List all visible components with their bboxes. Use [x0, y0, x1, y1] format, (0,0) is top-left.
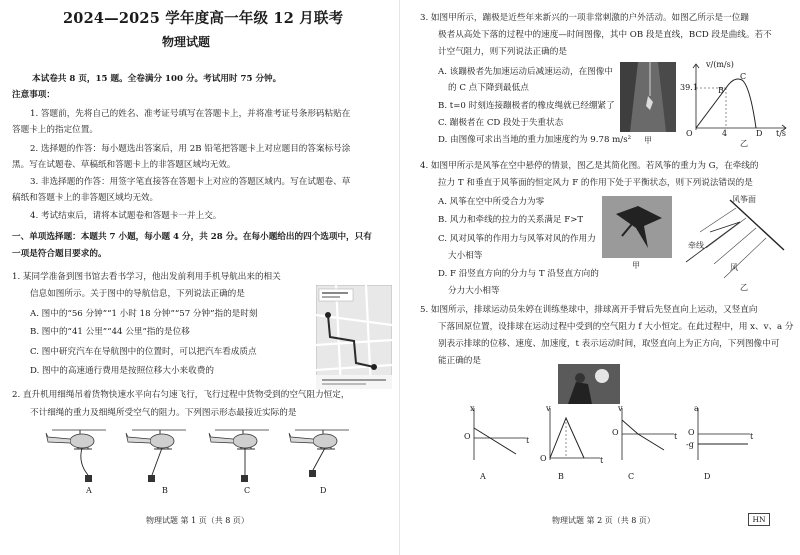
exam-info: 本试卷共 8 页，15 题。全卷满分 100 分。考试用时 75 分钟。 [32, 74, 282, 84]
notice-title: 注意事项： [12, 90, 55, 100]
q5-b-origin: O [540, 454, 547, 463]
q5-d-origin: O [688, 428, 695, 437]
q4-option-c-2: 大小相等 [448, 251, 483, 261]
section-1-line1: 一、单项选择题：本题共 7 小题，每小题 4 分，共 28 分。在每小题给出的四个选项中，只有 [12, 232, 372, 242]
notice-1b: 答题卡上的指定位置。 [12, 125, 98, 135]
q5-d-neg-g: -g [686, 440, 694, 449]
notice-1a: 1. 答题前，先将自己的姓名、准考证号填写在答题卡上，并将准考证号条形码粘贴在 [30, 109, 351, 119]
q2-label-b: B [162, 486, 168, 495]
q5-a-t: t [526, 436, 530, 445]
q5-stem-1: 5. 如图所示，排球运动员朱婷在训练垫球中，排球离开手臂后先竖直向上运动，又竖直向 [420, 305, 758, 315]
q4-label-yi: 乙 [740, 283, 748, 292]
q5-b-ylabel: v [546, 404, 551, 413]
q5-a-origin: O [464, 432, 471, 441]
notice-3a: 3. 非选择题的作答：用签字笔直接答在答题卡上对应的答题区域内。写在试题卷、草 [30, 177, 351, 187]
q1-option-c: C. 图中研究汽车在导航图中的位置时，可以把汽车看成质点 [30, 347, 257, 357]
q4-option-c-1: C. 风对风筝的作用力与风筝对风的作用力 [438, 234, 596, 244]
q4-stem-2: 拉力 T 和垂直于风筝面的恒定风力 F 的作用下处于平衡状态，则下列说法错误的是 [438, 178, 753, 188]
q4-label-wind: 风 [730, 263, 738, 272]
page-2 [400, 0, 800, 555]
q3-stem-1: 3. 如图甲所示，蹦极是近些年来新兴的一项非常刺激的户外活动。如图乙所示是一位蹦 [420, 13, 749, 23]
q4-label-line: 牵线 [688, 241, 704, 250]
exam-title: 2024—2025 学年度高一年级 12 月联考 [63, 10, 344, 27]
volleyball-photo [558, 364, 620, 404]
navigation-map-image [316, 285, 392, 389]
q3-stem-2: 极者从高处下落的过程中的速度—时间图像，其中 OB 段是直线，BCD 段是曲线。若不 [438, 30, 772, 40]
q5-c-t: t [674, 432, 678, 441]
q5-a-ylabel: x [470, 404, 475, 413]
q3-graph-xlabel: t/s [776, 129, 787, 138]
q3-graph-ytick: 39.1 [680, 83, 698, 92]
q4-label-jia: 甲 [632, 261, 640, 270]
q2-label-d: D [320, 486, 327, 495]
region-badge: HN [748, 513, 770, 526]
notice-3b: 稿纸和答题卡上的非答题区域均无效。 [12, 193, 159, 203]
kite-photo [602, 196, 672, 258]
bungee-photo [620, 62, 676, 132]
q5-stem-3: 别表示排球的位移、速度、加速度，t 表示运动时间，取竖直向上为正方向，下列图像中可 [438, 339, 780, 349]
q5-stem-4: 能正确的是 [438, 356, 481, 366]
q4-option-b: B. 风力和牵线的拉力的关系满足 F>T [438, 215, 584, 225]
q1-stem-1: 1. 某同学准备到图书馆去看书学习，他出发前利用手机导航出来的相关 [12, 272, 281, 282]
q3-graph-point-c: C [740, 72, 747, 81]
q5-c-origin: O [612, 428, 619, 437]
notice-2a: 2. 选择题的作答：每小题选出答案后，用 2B 铅笔把答题卡上对应题目的答案标号涂 [30, 144, 351, 154]
q4-stem-1: 4. 如图甲所示是风筝在空中悬停的情景，图乙是其简化图。若风筝的重力为 G，在牵线的 [420, 161, 759, 171]
q5-c-ylabel: v [618, 404, 623, 413]
footer-page-2: 物理试题 第 2 页（共 8 页） [552, 516, 655, 525]
q3-option-a-1: A. 该蹦极者先加速运动后减速运动，在图像中 [438, 67, 613, 77]
notice-4: 4. 考试结束后，请将本试题卷和答题卡一并上交。 [30, 211, 222, 221]
q2-label-a: A [86, 486, 92, 495]
q5-graph-options [458, 404, 758, 466]
section-1-line2: 一项是符合题目要求的。 [12, 249, 107, 259]
q1-option-d: D. 图中的高速通行费用是按照位移大小来收费的 [30, 366, 214, 376]
q5-stem-2: 下落回原位置，设排球在运动过程中受到的空气阻力 f 大小恒定。在此过程中，用 x、v、a 分 [438, 322, 794, 332]
q3-label-jia: 甲 [644, 136, 652, 145]
q4-label-kite-face: 风筝面 [732, 195, 756, 204]
q5-b-t: t [600, 456, 604, 465]
q2-stem-1: 2. 直升机用细绳吊着货物快速水平向右匀速飞行，飞行过程中货物受到的空气阻力恒定， [12, 390, 350, 400]
q5-label-d: D [704, 472, 711, 481]
q3-option-c: C. 蹦极者在 CD 段处于失重状态 [438, 118, 564, 128]
q3-graph-point-b: B [718, 86, 724, 95]
q3-option-b: B. t=0 时刻连接蹦极者的橡皮绳就已经绷紧了 [438, 101, 615, 111]
q3-option-a-2: 的 C 点下降到最低点 [448, 83, 529, 93]
q5-label-b: B [558, 472, 564, 481]
q4-option-d-1: D. F 沿竖直方向的分力与 T 沿竖直方向的 [438, 269, 599, 279]
q5-d-t: t [750, 432, 754, 441]
q4-option-a: A. 风筝在空中所受合力为零 [438, 197, 545, 207]
velocity-time-graph [682, 60, 792, 136]
q3-graph-ylabel: v/(m/s) [706, 60, 734, 69]
q2-stem-2: 不计细绳的重力及细绳所受空气的阻力。下列图示形态最接近实际的是 [30, 408, 297, 418]
q5-label-a: A [480, 472, 486, 481]
exam-subject: 物理试题 [162, 35, 211, 49]
q3-option-d: D. 由图像可求出当地的重力加速度约为 9.78 m/s² [438, 135, 632, 145]
q3-graph-origin: O [686, 129, 693, 138]
q3-label-yi: 乙 [740, 139, 748, 148]
notice-2b: 黑。写在试题卷、草稿纸和答题卡上的非答题区域均无效。 [12, 160, 236, 170]
footer-page-1: 物理试题 第 1 页（共 8 页） [146, 516, 249, 525]
q3-graph-point-d: D [756, 129, 763, 138]
q5-label-c: C [628, 472, 635, 481]
q2-label-c: C [244, 486, 251, 495]
q1-stem-2: 信息如图所示。关于图中的导航信息，下列说法正确的是 [30, 289, 245, 299]
q3-graph-xtick: 4 [722, 129, 728, 138]
q4-option-d-2: 分力大小相等 [448, 286, 500, 296]
q3-stem-3: 计空气阻力，则下列说法正确的是 [438, 47, 567, 57]
q1-option-a: A. 图中的“56 分钟”“1 小时 18 分钟”“57 分钟”指的是时刻 [30, 309, 258, 319]
q5-d-ylabel: a [694, 404, 699, 413]
q1-option-b: B. 图中的“41 公里”“44 公里”指的是位移 [30, 327, 190, 337]
